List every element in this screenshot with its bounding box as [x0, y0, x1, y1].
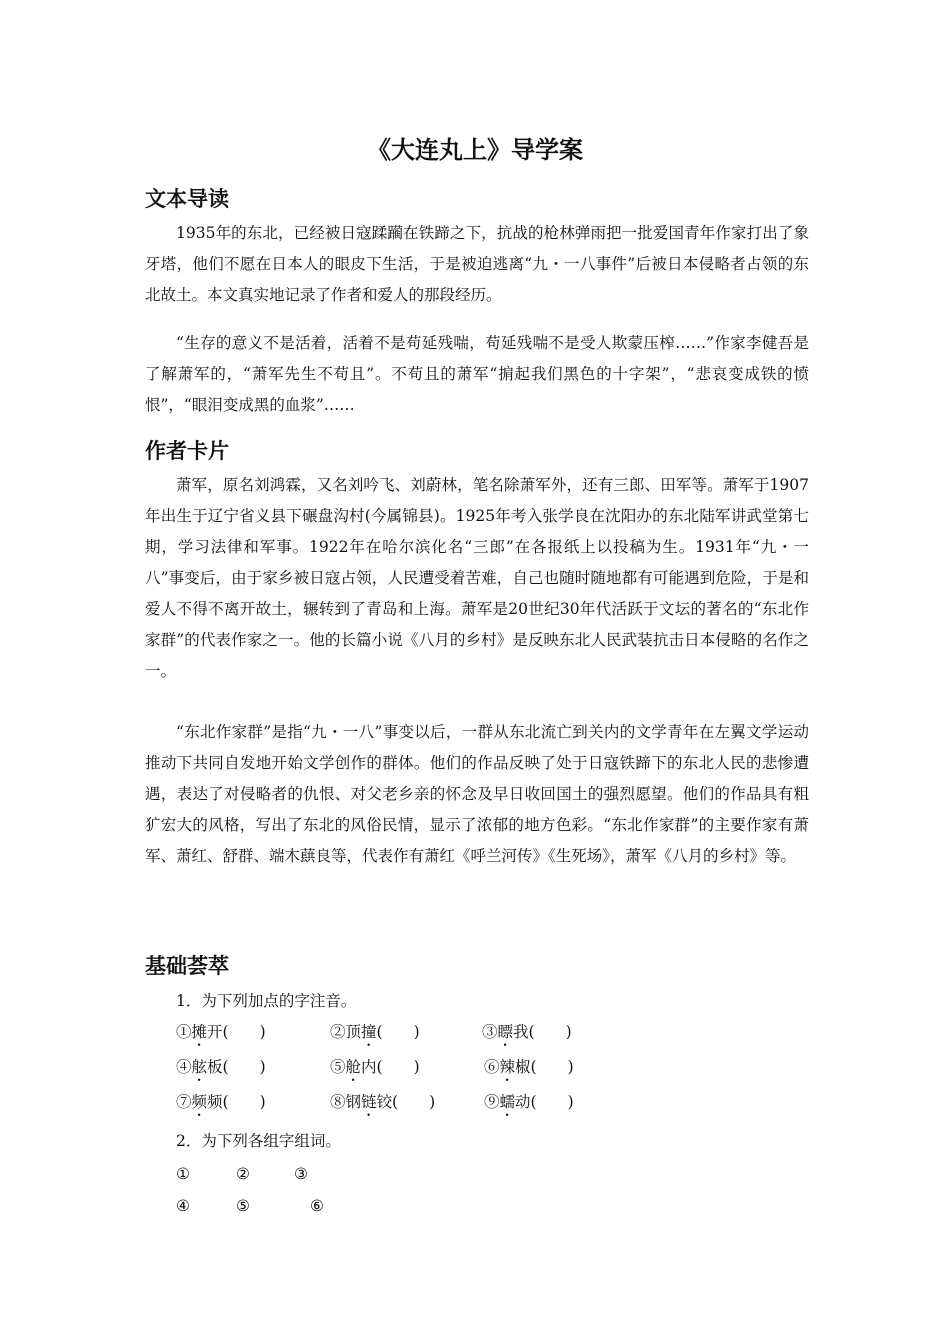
- pinyin-item: ④舷板( ): [176, 1058, 266, 1076]
- question-2: 2．为下列各组字组词。: [176, 1132, 341, 1150]
- section-heading-basics: 基础荟萃: [145, 954, 229, 978]
- pinyin-item: ⑤舱内( ): [330, 1058, 420, 1076]
- blank-marker: ④: [176, 1197, 190, 1215]
- blank-marker: ③: [294, 1165, 308, 1183]
- pinyin-item: ①摊开( ): [176, 1023, 266, 1041]
- pinyin-item: ⑨蠕动( ): [484, 1093, 574, 1111]
- author-paragraph-1: 萧军，原名刘鸿霖，又名刘吟飞、刘蔚林，笔名除萧军外，还有三郎、田军等。萧军于1907年出生于辽宁省义县下碾盘沟村(今属锦县)。1925年考入张学良在沈阳办的东北陆军讲武堂第七期，学习法律和军事。1922年在哈尔滨化名“三郎”在各报纸上以投稿为生。1931年“九・一八”事变后，由于家乡被日寇占领，人民遭受着苦难，自己也随时随地都有可能遇到危险，于是和爱人不得不离开故土，辗转到了青岛和上海。萧军是20世纪30年代活跃于文坛的著名的“东北作家群”的代表作家之一。他的长篇小说《八月的乡村》是反映东北人民武装抗击日本侵略的名作之一。: [145, 476, 809, 680]
- blank-marker: ⑤: [236, 1197, 250, 1215]
- pinyin-item: ③瞟我( ): [482, 1023, 572, 1041]
- blank-marker: ⑥: [310, 1197, 324, 1215]
- section-heading-author: 作者卡片: [145, 439, 229, 463]
- author-paragraph-2: “东北作家群”是指“九・一八”事变以后，一群从东北流亡到关内的文学青年在左翼文学运动推动下共同自发地开始文学创作的群体。他们的作品反映了处于日寇铁蹄下的东北人民的悲惨遭遇，表达了对侵略者的仇恨、对父老乡亲的怀念及早日收回国土的强烈愿望。他们的作品具有粗犷宏大的风格，写出了东北的风俗民情，显示了浓郁的地方色彩。“东北作家群”的主要作家有萧军、萧红、舒群、端木蕻良等，代表作有萧红《呼兰河传》《生死场》，萧军《八月的乡村》等。: [145, 723, 809, 865]
- blank-marker: ②: [236, 1165, 250, 1183]
- pinyin-item: ⑧钢链铰( ): [330, 1093, 436, 1111]
- pinyin-item: ⑦频频( ): [176, 1093, 266, 1111]
- question-1: 1．为下列加点的字注音。: [176, 992, 357, 1010]
- intro-paragraph-1: 1935年的东北，已经被日寇蹂躏在铁蹄之下，抗战的枪林弹雨把一批爱国青年作家打出了象牙塔，他们不愿在日本人的眼皮下生活，于是被迫逃离“九・一八事件”后被日本侵略者占领的东北故土。本文真实地记录了作者和爱人的那段经历。: [145, 224, 809, 304]
- intro-paragraph-2: “生存的意义不是活着，活着不是苟延残喘，苟延残喘不是受人欺蒙压榨……”作家李健吾是了解萧军的，“萧军先生不苟且”。不苟且的萧军“掮起我们黑色的十字架”，“悲哀变成铁的愤恨”，“眼泪变成黑的血浆”……: [145, 334, 809, 414]
- pinyin-item: ⑥辣椒( ): [484, 1058, 574, 1076]
- blank-marker: ①: [176, 1165, 190, 1183]
- page-title: 《大连丸上》导学案: [367, 136, 583, 164]
- pinyin-item: ②顶撞( ): [330, 1023, 420, 1041]
- section-heading-intro: 文本导读: [145, 187, 229, 211]
